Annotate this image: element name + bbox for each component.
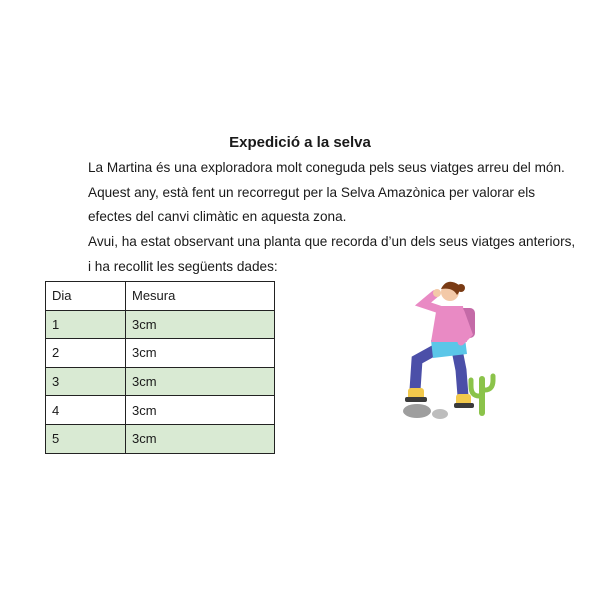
hiker-explorer-icon <box>395 278 505 423</box>
cell-dia: 3 <box>46 367 126 396</box>
intro-paragraph: La Martina és una exploradora molt coneguda pels seus viatges arreu del món. Aquest any, està fent un recorregut per la Selva Amazònica per valorar els efectes del canvi climàtic en aquesta zona. <box>88 160 565 224</box>
table-row <box>46 310 275 339</box>
header-mesura: Mesura <box>126 282 275 311</box>
cell-dia: 2 <box>46 339 126 368</box>
cell-mesura: 3cm <box>126 396 275 425</box>
data-paragraph: Avui, ha estat observant una planta que recorda d’un dels seus viatges anteriors, i ha recollit les següents dades: <box>88 234 576 274</box>
cell-mesura: 3cm <box>126 424 275 453</box>
table-header-row <box>46 282 275 311</box>
cell-dia: 5 <box>46 424 126 453</box>
table-row <box>46 424 275 453</box>
cell-mesura: 3cm <box>126 339 275 368</box>
cell-dia: 4 <box>46 396 126 425</box>
table-row <box>46 339 275 368</box>
header-dia: Dia <box>46 282 126 311</box>
measurement-table <box>45 281 275 454</box>
table-row <box>46 396 275 425</box>
table-row <box>46 367 275 396</box>
page-title: Expedició a la selva <box>229 134 371 151</box>
cell-mesura: 3cm <box>126 310 275 339</box>
cell-dia: 1 <box>46 310 126 339</box>
cell-mesura: 3cm <box>126 367 275 396</box>
